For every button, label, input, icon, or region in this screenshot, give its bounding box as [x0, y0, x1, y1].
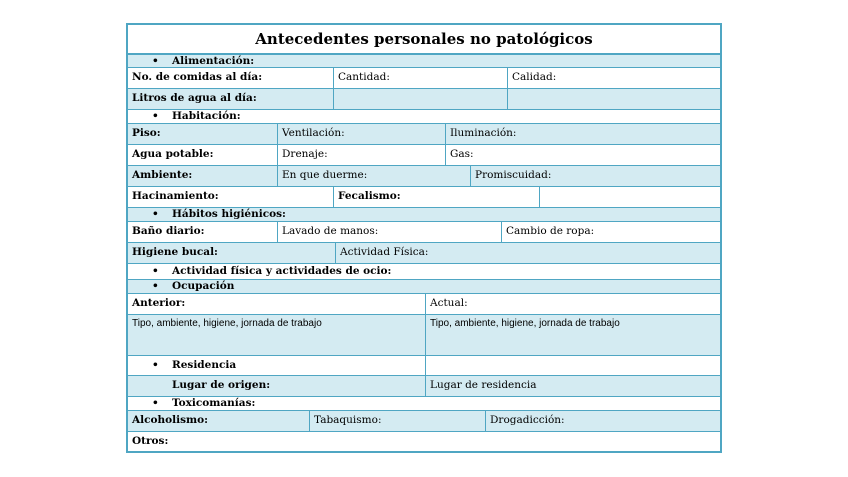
- higiene-bucal-field[interactable]: Higiene bucal:: [128, 243, 336, 263]
- agua-potable-field[interactable]: Agua potable:: [128, 145, 278, 165]
- calidad-field[interactable]: Calidad:: [512, 71, 557, 83]
- fecalismo-field[interactable]: Fecalismo:: [334, 187, 540, 207]
- bullet-icon: •: [152, 55, 159, 67]
- row-agua: [128, 89, 720, 110]
- row-hacinamiento: [128, 187, 720, 208]
- tipo-anterior-field[interactable]: Tipo, ambiente, higiene, jornada de trabajo: [128, 315, 426, 355]
- bano-field[interactable]: Baño diario:: [128, 222, 278, 242]
- section-label: Actividad física y actividades de ocio:: [172, 265, 392, 277]
- row-higiene-bucal: [128, 243, 720, 264]
- en-que-duerme-field[interactable]: En que duerme:: [278, 166, 471, 186]
- actual-field[interactable]: Actual:: [430, 297, 468, 309]
- tipo-actual-field[interactable]: Tipo, ambiente, higiene, jornada de trabajo: [430, 318, 620, 329]
- section-label: Alimentación:: [172, 55, 255, 67]
- comidas-field[interactable]: No. de comidas al día:: [128, 68, 334, 88]
- bullet-icon: •: [152, 397, 159, 409]
- tabaquismo-field[interactable]: Tabaquismo:: [310, 411, 486, 431]
- row-anterior: [128, 294, 720, 315]
- ambiente-field[interactable]: Ambiente:: [128, 166, 278, 186]
- section-label: Residencia: [172, 359, 237, 371]
- iluminacion-field[interactable]: Iluminación:: [450, 127, 517, 139]
- agua-extra-cell[interactable]: [508, 89, 720, 109]
- drenaje-field[interactable]: Drenaje:: [278, 145, 446, 165]
- hacinamiento-field[interactable]: Hacinamiento:: [128, 187, 334, 207]
- form-title: Antecedentes personales no patológicos: [128, 25, 720, 55]
- section-alimentacion: [128, 55, 720, 68]
- cantidad-field[interactable]: Cantidad:: [334, 68, 508, 88]
- row-comidas: [128, 68, 720, 89]
- lavado-field[interactable]: Lavado de manos:: [278, 222, 502, 242]
- section-ocio: [128, 264, 720, 280]
- row-alcoholismo: [128, 411, 720, 432]
- section-label: Hábitos higiénicos:: [172, 208, 286, 220]
- row-origen: [128, 376, 720, 397]
- anterior-field[interactable]: Anterior:: [128, 294, 426, 314]
- fecalismo-extra-cell[interactable]: [540, 187, 720, 207]
- row-agua-potable: [128, 145, 720, 166]
- promiscuidad-field[interactable]: Promiscuidad:: [475, 169, 552, 181]
- lugar-origen-field[interactable]: Lugar de origen:: [128, 376, 426, 396]
- agua-value-cell[interactable]: [334, 89, 508, 109]
- actividad-fisica-field[interactable]: Actividad Física:: [340, 246, 429, 258]
- lugar-residencia-field[interactable]: Lugar de residencia: [430, 379, 537, 391]
- section-ocupacion: [128, 280, 720, 294]
- section-toxicomanias: [128, 397, 720, 411]
- antecedentes-form: [126, 23, 722, 453]
- ventilacion-field[interactable]: Ventilación:: [278, 124, 446, 144]
- section-habitacion: [128, 110, 720, 124]
- row-bano: [128, 222, 720, 243]
- gas-field[interactable]: Gas:: [450, 148, 474, 160]
- bullet-icon: •: [152, 208, 159, 220]
- agua-field[interactable]: Litros de agua al día:: [128, 89, 334, 109]
- drogadiccion-field[interactable]: Drogadicción:: [490, 414, 565, 426]
- section-residencia: [128, 356, 720, 376]
- row-piso: [128, 124, 720, 145]
- otros-field[interactable]: Otros:: [132, 435, 169, 447]
- cambio-ropa-field[interactable]: Cambio de ropa:: [506, 225, 595, 237]
- bullet-icon: •: [152, 280, 159, 292]
- piso-field[interactable]: Piso:: [128, 124, 278, 144]
- row-tipo-trabajo: [128, 315, 720, 356]
- row-ambiente: [128, 166, 720, 187]
- section-label: Ocupación: [172, 280, 235, 292]
- alcoholismo-field[interactable]: Alcoholismo:: [128, 411, 310, 431]
- row-otros: [128, 432, 720, 451]
- bullet-icon: •: [152, 265, 159, 277]
- section-label: Habitación:: [172, 110, 241, 122]
- bullet-icon: •: [152, 359, 159, 371]
- residencia-extra-cell[interactable]: [426, 356, 720, 375]
- section-habitos: [128, 208, 720, 222]
- section-label: Toxicomanías:: [172, 397, 256, 409]
- bullet-icon: •: [152, 110, 159, 122]
